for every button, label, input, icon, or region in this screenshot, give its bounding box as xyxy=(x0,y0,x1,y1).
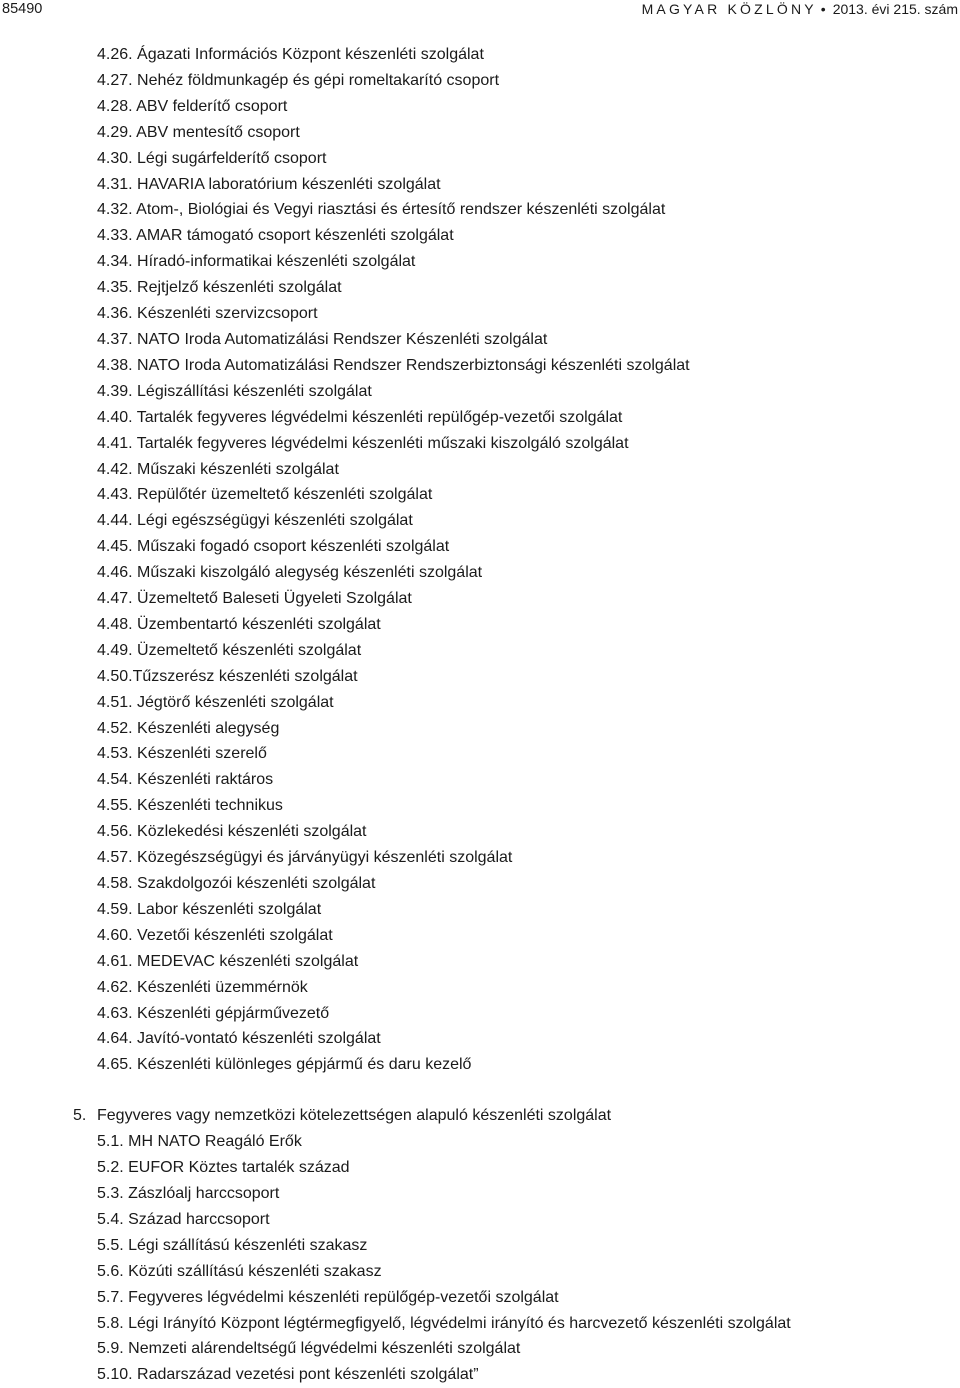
list-item: 4.57. Közegészségügyi és járványügyi készenléti szolgálat xyxy=(97,849,513,867)
section-5-title: Fegyveres vagy nemzetközi kötelezettségen alapuló készenléti szolgálat xyxy=(97,1107,612,1125)
list-item: 5.6. Közúti szállítású készenléti szakasz xyxy=(97,1262,382,1280)
document-body xyxy=(0,42,960,1388)
list-item: 4.28. ABV felderítő csoport xyxy=(97,97,288,115)
list-item: 4.43. Repülőtér üzemeltető készenléti szolgálat xyxy=(97,486,433,504)
running-head xyxy=(642,0,958,18)
list-item: 5.3. Zászlóalj harccsoport xyxy=(97,1184,280,1202)
list-item: 4.40. Tartalék fegyveres légvédelmi készenléti repülőgép-vezetői szolgálat xyxy=(97,408,623,426)
list-item: 4.59. Labor készenléti szolgálat xyxy=(97,900,322,918)
list-item: 4.35. Rejtjelző készenléti szolgálat xyxy=(97,279,342,297)
list-item: 4.50.Tűzszerész készenléti szolgálat xyxy=(97,667,358,685)
list-item: 4.62. Készenléti üzemmérnök xyxy=(97,978,308,996)
list-item: 5.1. MH NATO Reagáló Erők xyxy=(97,1133,302,1151)
list-item: 4.32. Atom-, Biológiai és Vegyi riasztási és értesítő rendszer készenléti szolgálat xyxy=(97,201,666,219)
list-item: 4.33. AMAR támogató csoport készenléti szolgálat xyxy=(97,227,454,245)
list-item: 4.41. Tartalék fegyveres légvédelmi készenléti műszaki kiszolgáló szolgálat xyxy=(97,434,629,452)
list-item: 4.48. Üzembentartó készenléti szolgálat xyxy=(97,615,381,633)
list-item: 4.29. ABV mentesítő csoport xyxy=(97,123,300,141)
list-item: 4.63. Készenléti gépjárművezető xyxy=(97,1004,330,1022)
list-item: 4.52. Készenléti alegység xyxy=(97,719,280,737)
list-item: 4.26. Ágazati Információs Központ készenléti szolgálat xyxy=(97,46,484,63)
list-item: 5.4. Század harccsoport xyxy=(97,1210,270,1228)
section-5-heading xyxy=(0,1103,960,1129)
list-item: 4.51. Jégtörő készenléti szolgálat xyxy=(97,693,334,711)
list-item: 5.8. Légi Irányító Központ légtérmegfigyelő, légvédelmi irányító és harcvezető készenléti szolgálat xyxy=(97,1314,791,1332)
list-item: 4.42. Műszaki készenléti szolgálat xyxy=(97,460,339,478)
list-item: 4.56. Közlekedési készenléti szolgálat xyxy=(97,823,367,841)
list-item: 4.30. Légi sugárfelderítő csoport xyxy=(97,149,327,167)
list-item: 4.45. Műszaki fogadó csoport készenléti szolgálat xyxy=(97,538,450,556)
list-item: 4.38. NATO Iroda Automatizálási Rendszer Rendszerbiztonsági készenléti szolgálat xyxy=(97,356,690,374)
section-5-list xyxy=(0,1129,960,1388)
list-item: 4.31. HAVARIA laboratórium készenléti szolgálat xyxy=(97,175,441,193)
list-item: 4.36. Készenléti szervizcsoport xyxy=(97,305,318,323)
list-item: 4.58. Szakdolgozói készenléti szolgálat xyxy=(97,875,376,892)
issue-number: 2013. évi 215. szám xyxy=(832,1,958,17)
list-item: 4.47. Üzemeltető Baleseti Ügyeleti Szolgálat xyxy=(97,590,412,608)
list-item: 4.61. MEDEVAC készenléti szolgálat xyxy=(97,952,359,970)
journal-title: MAGYAR KÖZLÖNY xyxy=(641,1,817,17)
list-item: 5.2. EUFOR Köztes tartalék század xyxy=(97,1159,350,1177)
list-item: 5.9. Nemzeti alárendeltségű légvédelmi készenléti szolgálat xyxy=(97,1340,521,1358)
section-5-number: 5. xyxy=(73,1107,87,1125)
list-item: 4.55. Készenléti technikus xyxy=(97,797,283,815)
bullet-separator: • xyxy=(820,1,826,17)
list-item: 4.64. Javító-vontató készenléti szolgálat xyxy=(97,1030,381,1048)
list-item: 4.44. Légi egészségügyi készenléti szolgálat xyxy=(97,512,413,530)
list-item: 4.49. Üzemeltető készenléti szolgálat xyxy=(97,641,362,659)
list-item: 4.37. NATO Iroda Automatizálási Rendszer Készenléti szolgálat xyxy=(97,330,548,348)
list-item: 4.53. Készenléti szerelő xyxy=(97,745,267,763)
list-item: 4.27. Nehéz földmunkagép és gépi romeltakarító csoport xyxy=(97,71,500,89)
page-header xyxy=(0,0,960,22)
list-item: 4.54. Készenléti raktáros xyxy=(97,771,274,789)
list-item: 5.10. Radarszázad vezetési pont készenléti szolgálat” xyxy=(97,1366,479,1384)
section-spacer xyxy=(0,1078,960,1103)
list-item: 4.34. Híradó-informatikai készenléti szolgálat xyxy=(97,253,416,271)
list-item: 4.60. Vezetői készenléti szolgálat xyxy=(97,926,333,944)
section-4-list xyxy=(0,42,960,1078)
list-item: 4.46. Műszaki kiszolgáló alegység készenléti szolgálat xyxy=(97,564,483,582)
list-item: 5.7. Fegyveres légvédelmi készenléti repülőgép-vezetői szolgálat xyxy=(97,1288,559,1306)
page-number: 85490 xyxy=(2,1,43,17)
list-item: 4.65. Készenléti különleges gépjármű és daru kezelő xyxy=(97,1056,472,1074)
list-item: 4.39. Légiszállítási készenléti szolgálat xyxy=(97,382,372,400)
list-item: 5.5. Légi szállítású készenléti szakasz xyxy=(97,1236,368,1254)
